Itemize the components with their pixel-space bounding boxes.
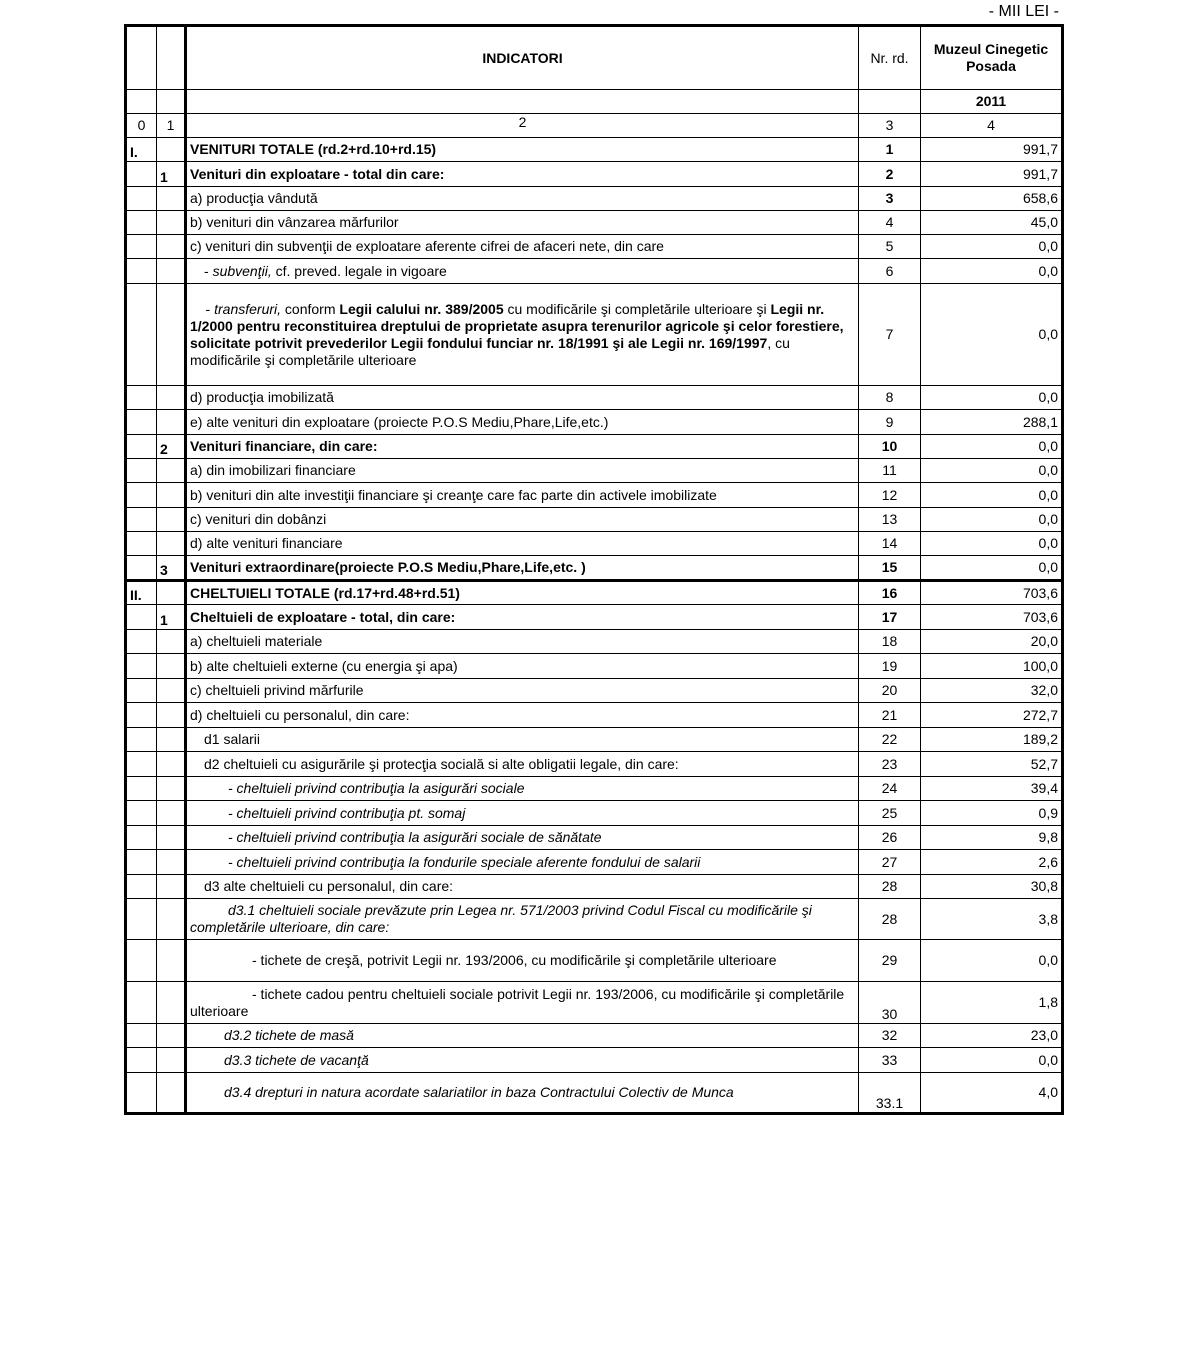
- row-number: 26: [859, 826, 921, 850]
- row-number: 10: [859, 435, 921, 459]
- table-row: [126, 187, 1063, 211]
- row-subsection: [157, 940, 186, 982]
- row-value: 20,0: [921, 630, 1063, 654]
- indicator-part: cu modificările şi completările ulterioare şi: [503, 300, 771, 317]
- row-section: [126, 654, 157, 679]
- row-number: 1: [859, 138, 921, 162]
- row-subsection: [157, 826, 186, 850]
- table-row: [126, 826, 1063, 850]
- table-row: [126, 459, 1063, 483]
- row-section: [126, 483, 157, 508]
- indicator-part: transferuri,: [214, 300, 282, 317]
- row-section: I.: [126, 138, 157, 162]
- row-indicator: Cheltuieli de exploatare - total, din care:: [186, 605, 859, 630]
- row-number: 20: [859, 679, 921, 703]
- row-indicator: e) alte venituri din exploatare (proiecte P.O.S Mediu,Phare,Life,etc.): [186, 410, 859, 435]
- row-indicator: - cheltuieli privind contribuţia la fondurile speciale aferente fondului de salarii: [186, 850, 859, 875]
- row-section: [126, 259, 157, 284]
- row-indicator: CHELTUIELI TOTALE (rd.17+rd.48+rd.51): [186, 581, 859, 605]
- table-row: [126, 532, 1063, 556]
- table-row: [126, 1048, 1063, 1073]
- header-entity: Muzeul Cinegetic Posada: [921, 26, 1063, 90]
- table-row: [126, 259, 1063, 284]
- row-indicator: - tichete de creşă, potrivit Legii nr. 193/2006, cu modificările şi completările ulterioare: [186, 940, 859, 982]
- row-indicator: c) venituri din dobânzi: [186, 508, 859, 532]
- row-number: 9: [859, 410, 921, 435]
- row-section: [126, 850, 157, 875]
- table-row: [126, 605, 1063, 630]
- row-number: 5: [859, 235, 921, 259]
- table-row: [126, 235, 1063, 259]
- row-indicator: d1 salarii: [186, 728, 859, 752]
- table-row: [126, 581, 1063, 605]
- row-section: [126, 801, 157, 826]
- row-indicator: - tichete cadou pentru cheltuieli sociale potrivit Legii nr. 193/2006, cu modificările şi completările ulterioare: [186, 982, 859, 1024]
- row-value: 45,0: [921, 211, 1063, 235]
- row-value: 0,0: [921, 1048, 1063, 1073]
- col-num: 4: [921, 114, 1063, 138]
- row-section: [126, 211, 157, 235]
- header-indicatori: INDICATORI: [186, 26, 859, 90]
- row-indicator: d3.4 drepturi in natura acordate salariatilor in baza Contractului Colectiv de Munca: [186, 1073, 859, 1114]
- header-row: [126, 26, 1063, 90]
- row-number: 27: [859, 850, 921, 875]
- row-number: 16: [859, 581, 921, 605]
- row-subsection: [157, 777, 186, 801]
- row-subsection: [157, 187, 186, 211]
- row-section: [126, 386, 157, 410]
- row-indicator: d3.3 tichete de vacanţă: [186, 1048, 859, 1073]
- row-value: 0,0: [921, 284, 1063, 386]
- table-row: [126, 630, 1063, 654]
- row-indicator: Venituri din exploatare - total din care:: [186, 162, 859, 187]
- indicators-table: [124, 24, 1064, 1115]
- row-section: [126, 728, 157, 752]
- row-indicator: a) din imobilizari financiare: [186, 459, 859, 483]
- row-section: [126, 235, 157, 259]
- row-number: 17: [859, 605, 921, 630]
- table-row: [126, 386, 1063, 410]
- row-number: 18: [859, 630, 921, 654]
- row-subsection: [157, 703, 186, 728]
- row-indicator: - cheltuieli privind contribuţia pt. somaj: [186, 801, 859, 826]
- row-number: 12: [859, 483, 921, 508]
- row-number: 14: [859, 532, 921, 556]
- col-num: 3: [859, 114, 921, 138]
- row-number: 6: [859, 259, 921, 284]
- row-number: 19: [859, 654, 921, 679]
- row-number: 24: [859, 777, 921, 801]
- row-section: [126, 679, 157, 703]
- row-subsection: [157, 459, 186, 483]
- row-number: 32: [859, 1024, 921, 1048]
- indicator-part: Legii nr. 1/2000 pentru reconstituirea dreptului de proprietate asupra terenurilor agricole şi celor forestiere, solicitate potrivit prevederilor Legii fondului funciar nr. 18/1991 şi ale Legii nr. 169/1997: [190, 300, 844, 351]
- header-year: 2011: [921, 90, 1063, 114]
- row-subsection: [157, 259, 186, 284]
- row-subsection: [157, 728, 186, 752]
- row-value: 52,7: [921, 752, 1063, 777]
- row-subsection: [157, 1024, 186, 1048]
- table-row: [126, 679, 1063, 703]
- row-section: [126, 1073, 157, 1114]
- row-value: 0,0: [921, 386, 1063, 410]
- unit-label: - MII LEI -: [988, 3, 1059, 20]
- row-subsection: 1: [157, 162, 186, 187]
- row-subsection: [157, 679, 186, 703]
- table-row: [126, 284, 1063, 386]
- row-subsection: [157, 801, 186, 826]
- row-section: [126, 752, 157, 777]
- column-number-row: [126, 114, 1063, 138]
- row-number: 25: [859, 801, 921, 826]
- row-indicator: c) venituri din subvenţii de exploatare aferente cifrei de afaceri nete, din care: [186, 235, 859, 259]
- row-number: 23: [859, 752, 921, 777]
- row-subsection: [157, 483, 186, 508]
- row-section: [126, 187, 157, 211]
- table-row: [126, 556, 1063, 581]
- row-section: II.: [126, 581, 157, 605]
- data-rows: [126, 138, 1063, 1114]
- row-value: 23,0: [921, 1024, 1063, 1048]
- row-section: [126, 435, 157, 459]
- row-value: 0,0: [921, 532, 1063, 556]
- table-row: [126, 162, 1063, 187]
- row-number: 29: [859, 940, 921, 982]
- row-indicator: b) venituri din vânzarea mărfurilor: [186, 211, 859, 235]
- row-value: 272,7: [921, 703, 1063, 728]
- row-number: 3: [859, 187, 921, 211]
- row-section: [126, 899, 157, 940]
- table-row: [126, 850, 1063, 875]
- indicator-part: Legii calului nr. 389/2005: [339, 300, 504, 317]
- table-row: [126, 410, 1063, 435]
- row-indicator: VENITURI TOTALE (rd.2+rd.10+rd.15): [186, 138, 859, 162]
- table-row: [126, 777, 1063, 801]
- row-number: 21: [859, 703, 921, 728]
- row-indicator: b) venituri din alte investiţii financiare şi creanţe care fac parte din activele imobilizate: [186, 483, 859, 508]
- row-indicator: - transferuri, conform Legii calului nr. 389/2005 cu modificările şi completările ulterioare şi Legii nr. 1/2000 pentru reconstituirea dreptului de proprietate asupra terenurilor agricole şi celor forestiere, solicitate potrivit prevederilor Legii fondului funciar nr. 18/1991 şi ale Legii nr. 169/1997, cu modificările şi completările ulterioare: [186, 284, 859, 386]
- row-section: [126, 284, 157, 386]
- row-number: 8: [859, 386, 921, 410]
- row-indicator: d) alte venituri financiare: [186, 532, 859, 556]
- row-section: [126, 556, 157, 581]
- row-subsection: [157, 284, 186, 386]
- row-value: 288,1: [921, 410, 1063, 435]
- row-value: 658,6: [921, 187, 1063, 211]
- table-row: [126, 483, 1063, 508]
- table-row: [126, 875, 1063, 899]
- row-number: 4: [859, 211, 921, 235]
- row-section: [126, 703, 157, 728]
- row-section: [126, 630, 157, 654]
- row-section: [126, 940, 157, 982]
- table-row: [126, 801, 1063, 826]
- row-number: 33: [859, 1048, 921, 1073]
- row-indicator: d3 alte cheltuieli cu personalul, din care:: [186, 875, 859, 899]
- row-indicator: b) alte cheltuieli externe (cu energia şi apa): [186, 654, 859, 679]
- row-section: [126, 459, 157, 483]
- row-number: 30: [859, 982, 921, 1024]
- row-subsection: [157, 752, 186, 777]
- indicator-part: , cu modificările şi completările ulterioare: [190, 334, 790, 368]
- row-indicator: d3.2 tichete de masă: [186, 1024, 859, 1048]
- row-indicator: - subvenţii, cf. preved. legale in vigoare: [186, 259, 859, 284]
- row-value: 0,0: [921, 459, 1063, 483]
- table-row: [126, 435, 1063, 459]
- table-row: [126, 940, 1063, 982]
- row-section: [126, 777, 157, 801]
- row-value: 0,0: [921, 435, 1063, 459]
- indicator-term: subvenţii,: [212, 262, 272, 279]
- row-subsection: [157, 1048, 186, 1073]
- year-row: [126, 90, 1063, 114]
- row-subsection: 2: [157, 435, 186, 459]
- table-row: [126, 728, 1063, 752]
- row-subsection: [157, 899, 186, 940]
- row-value: 0,9: [921, 801, 1063, 826]
- row-value: 0,0: [921, 508, 1063, 532]
- row-subsection: [157, 850, 186, 875]
- row-subsection: [157, 235, 186, 259]
- row-section: [126, 508, 157, 532]
- row-value: 991,7: [921, 138, 1063, 162]
- table-row: [126, 508, 1063, 532]
- row-number: 33.1: [859, 1073, 921, 1114]
- row-subsection: 3: [157, 556, 186, 581]
- row-indicator: d3.1 cheltuieli sociale prevăzute prin Legea nr. 571/2003 privind Codul Fiscal cu modificările şi completările ulterioare, din care:: [186, 899, 859, 940]
- row-subsection: [157, 654, 186, 679]
- header-nr-rd: Nr. rd.: [859, 26, 921, 90]
- row-subsection: [157, 982, 186, 1024]
- row-section: [126, 532, 157, 556]
- indicator-rest: cf. preved. legale in vigoare: [271, 262, 447, 279]
- col-num: 2: [186, 114, 859, 138]
- row-indicator: d) producţia imobilizată: [186, 386, 859, 410]
- row-subsection: [157, 410, 186, 435]
- table-row: [126, 752, 1063, 777]
- row-indicator: - cheltuieli privind contribuţia la asigurări sociale de sănătate: [186, 826, 859, 850]
- row-value: 991,7: [921, 162, 1063, 187]
- row-subsection: [157, 630, 186, 654]
- row-section: [126, 875, 157, 899]
- row-value: 30,8: [921, 875, 1063, 899]
- row-value: 3,8: [921, 899, 1063, 940]
- row-section: [126, 1024, 157, 1048]
- row-section: [126, 1048, 157, 1073]
- row-value: 1,8: [921, 982, 1063, 1024]
- row-value: 4,0: [921, 1073, 1063, 1114]
- table-row: [126, 703, 1063, 728]
- table-row: [126, 211, 1063, 235]
- row-value: 189,2: [921, 728, 1063, 752]
- row-subsection: [157, 138, 186, 162]
- row-value: 703,6: [921, 581, 1063, 605]
- row-indicator: a) producţia vândută: [186, 187, 859, 211]
- row-value: 0,0: [921, 940, 1063, 982]
- row-section: [126, 410, 157, 435]
- row-value: 2,6: [921, 850, 1063, 875]
- row-number: 2: [859, 162, 921, 187]
- row-section: [126, 826, 157, 850]
- table-row: [126, 1024, 1063, 1048]
- row-indicator: d2 cheltuieli cu asigurările şi protecţia socială si alte obligatii legale, din care:: [186, 752, 859, 777]
- row-value: 0,0: [921, 259, 1063, 284]
- indicator-part: conform: [281, 300, 340, 317]
- row-subsection: [157, 581, 186, 605]
- row-value: 9,8: [921, 826, 1063, 850]
- row-section: [126, 982, 157, 1024]
- row-subsection: [157, 532, 186, 556]
- row-number: 22: [859, 728, 921, 752]
- row-section: [126, 605, 157, 630]
- row-number: 28: [859, 899, 921, 940]
- row-number: 7: [859, 284, 921, 386]
- col-num: 0: [126, 114, 157, 138]
- row-subsection: [157, 386, 186, 410]
- row-value: 0,0: [921, 556, 1063, 581]
- row-subsection: 1: [157, 605, 186, 630]
- row-value: 0,0: [921, 483, 1063, 508]
- row-indicator: Venituri financiare, din care:: [186, 435, 859, 459]
- col-num: 1: [157, 114, 186, 138]
- row-indicator: c) cheltuieli privind mărfurile: [186, 679, 859, 703]
- row-indicator: d) cheltuieli cu personalul, din care:: [186, 703, 859, 728]
- table-row: [126, 1073, 1063, 1114]
- table-row: [126, 899, 1063, 940]
- row-indicator: a) cheltuieli materiale: [186, 630, 859, 654]
- row-value: 100,0: [921, 654, 1063, 679]
- row-value: 0,0: [921, 235, 1063, 259]
- table-row: [126, 138, 1063, 162]
- row-value: 32,0: [921, 679, 1063, 703]
- row-indicator: - cheltuieli privind contribuţia la asigurări sociale: [186, 777, 859, 801]
- row-number: 13: [859, 508, 921, 532]
- table-row: [126, 654, 1063, 679]
- row-number: 11: [859, 459, 921, 483]
- row-subsection: [157, 1073, 186, 1114]
- row-indicator: Venituri extraordinare(proiecte P.O.S Mediu,Phare,Life,etc. ): [186, 556, 859, 581]
- row-subsection: [157, 875, 186, 899]
- row-section: [126, 162, 157, 187]
- row-value: 39,4: [921, 777, 1063, 801]
- row-subsection: [157, 508, 186, 532]
- row-value: 703,6: [921, 605, 1063, 630]
- row-number: 28: [859, 875, 921, 899]
- row-number: 15: [859, 556, 921, 581]
- table-row: [126, 982, 1063, 1024]
- row-subsection: [157, 211, 186, 235]
